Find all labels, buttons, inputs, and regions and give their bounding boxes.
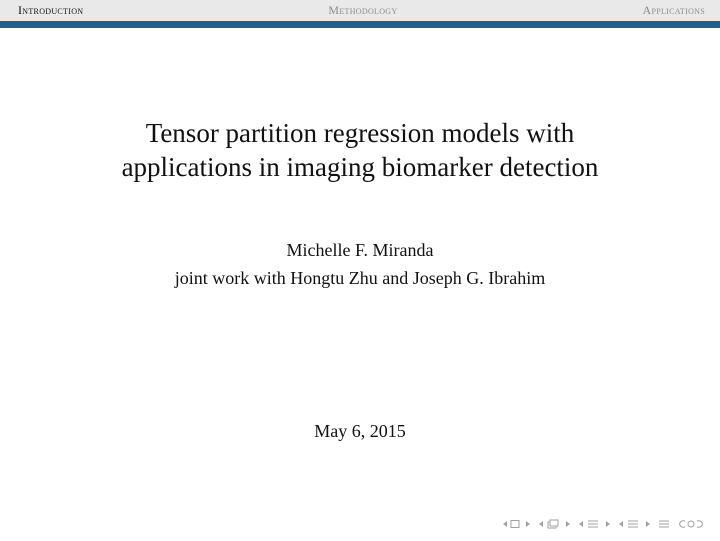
- nav-methodology[interactable]: Methodology: [328, 3, 398, 17]
- slide-title: [0, 116, 720, 184]
- subsection-nav-icon[interactable]: [538, 519, 572, 529]
- section-list-icon[interactable]: [618, 519, 652, 529]
- slide-title-line-1: Tensor partition regression models with: [145, 118, 575, 148]
- header-accent-stripe: [0, 21, 720, 28]
- nav-introduction[interactable]: Introduction: [18, 3, 84, 17]
- search-icon[interactable]: [676, 519, 706, 529]
- coauthors: joint work with Hongtu Zhu and Joseph G. Ibrahim: [174, 268, 546, 288]
- frame-nav-icon[interactable]: [502, 519, 532, 529]
- nav-applications[interactable]: Applications: [642, 3, 705, 17]
- author-name: Michelle F. Miranda: [286, 240, 434, 260]
- presentation-date: May 6, 2015: [314, 421, 406, 441]
- author-block: [0, 236, 720, 292]
- section-navigation-bar: [0, 0, 720, 21]
- beamer-navigation-controls: [502, 517, 706, 531]
- document-nav-icon[interactable]: [658, 519, 670, 529]
- slide-title-line-2: applications in imaging biomarker detection: [121, 152, 599, 182]
- section-nav-icon[interactable]: [578, 519, 612, 529]
